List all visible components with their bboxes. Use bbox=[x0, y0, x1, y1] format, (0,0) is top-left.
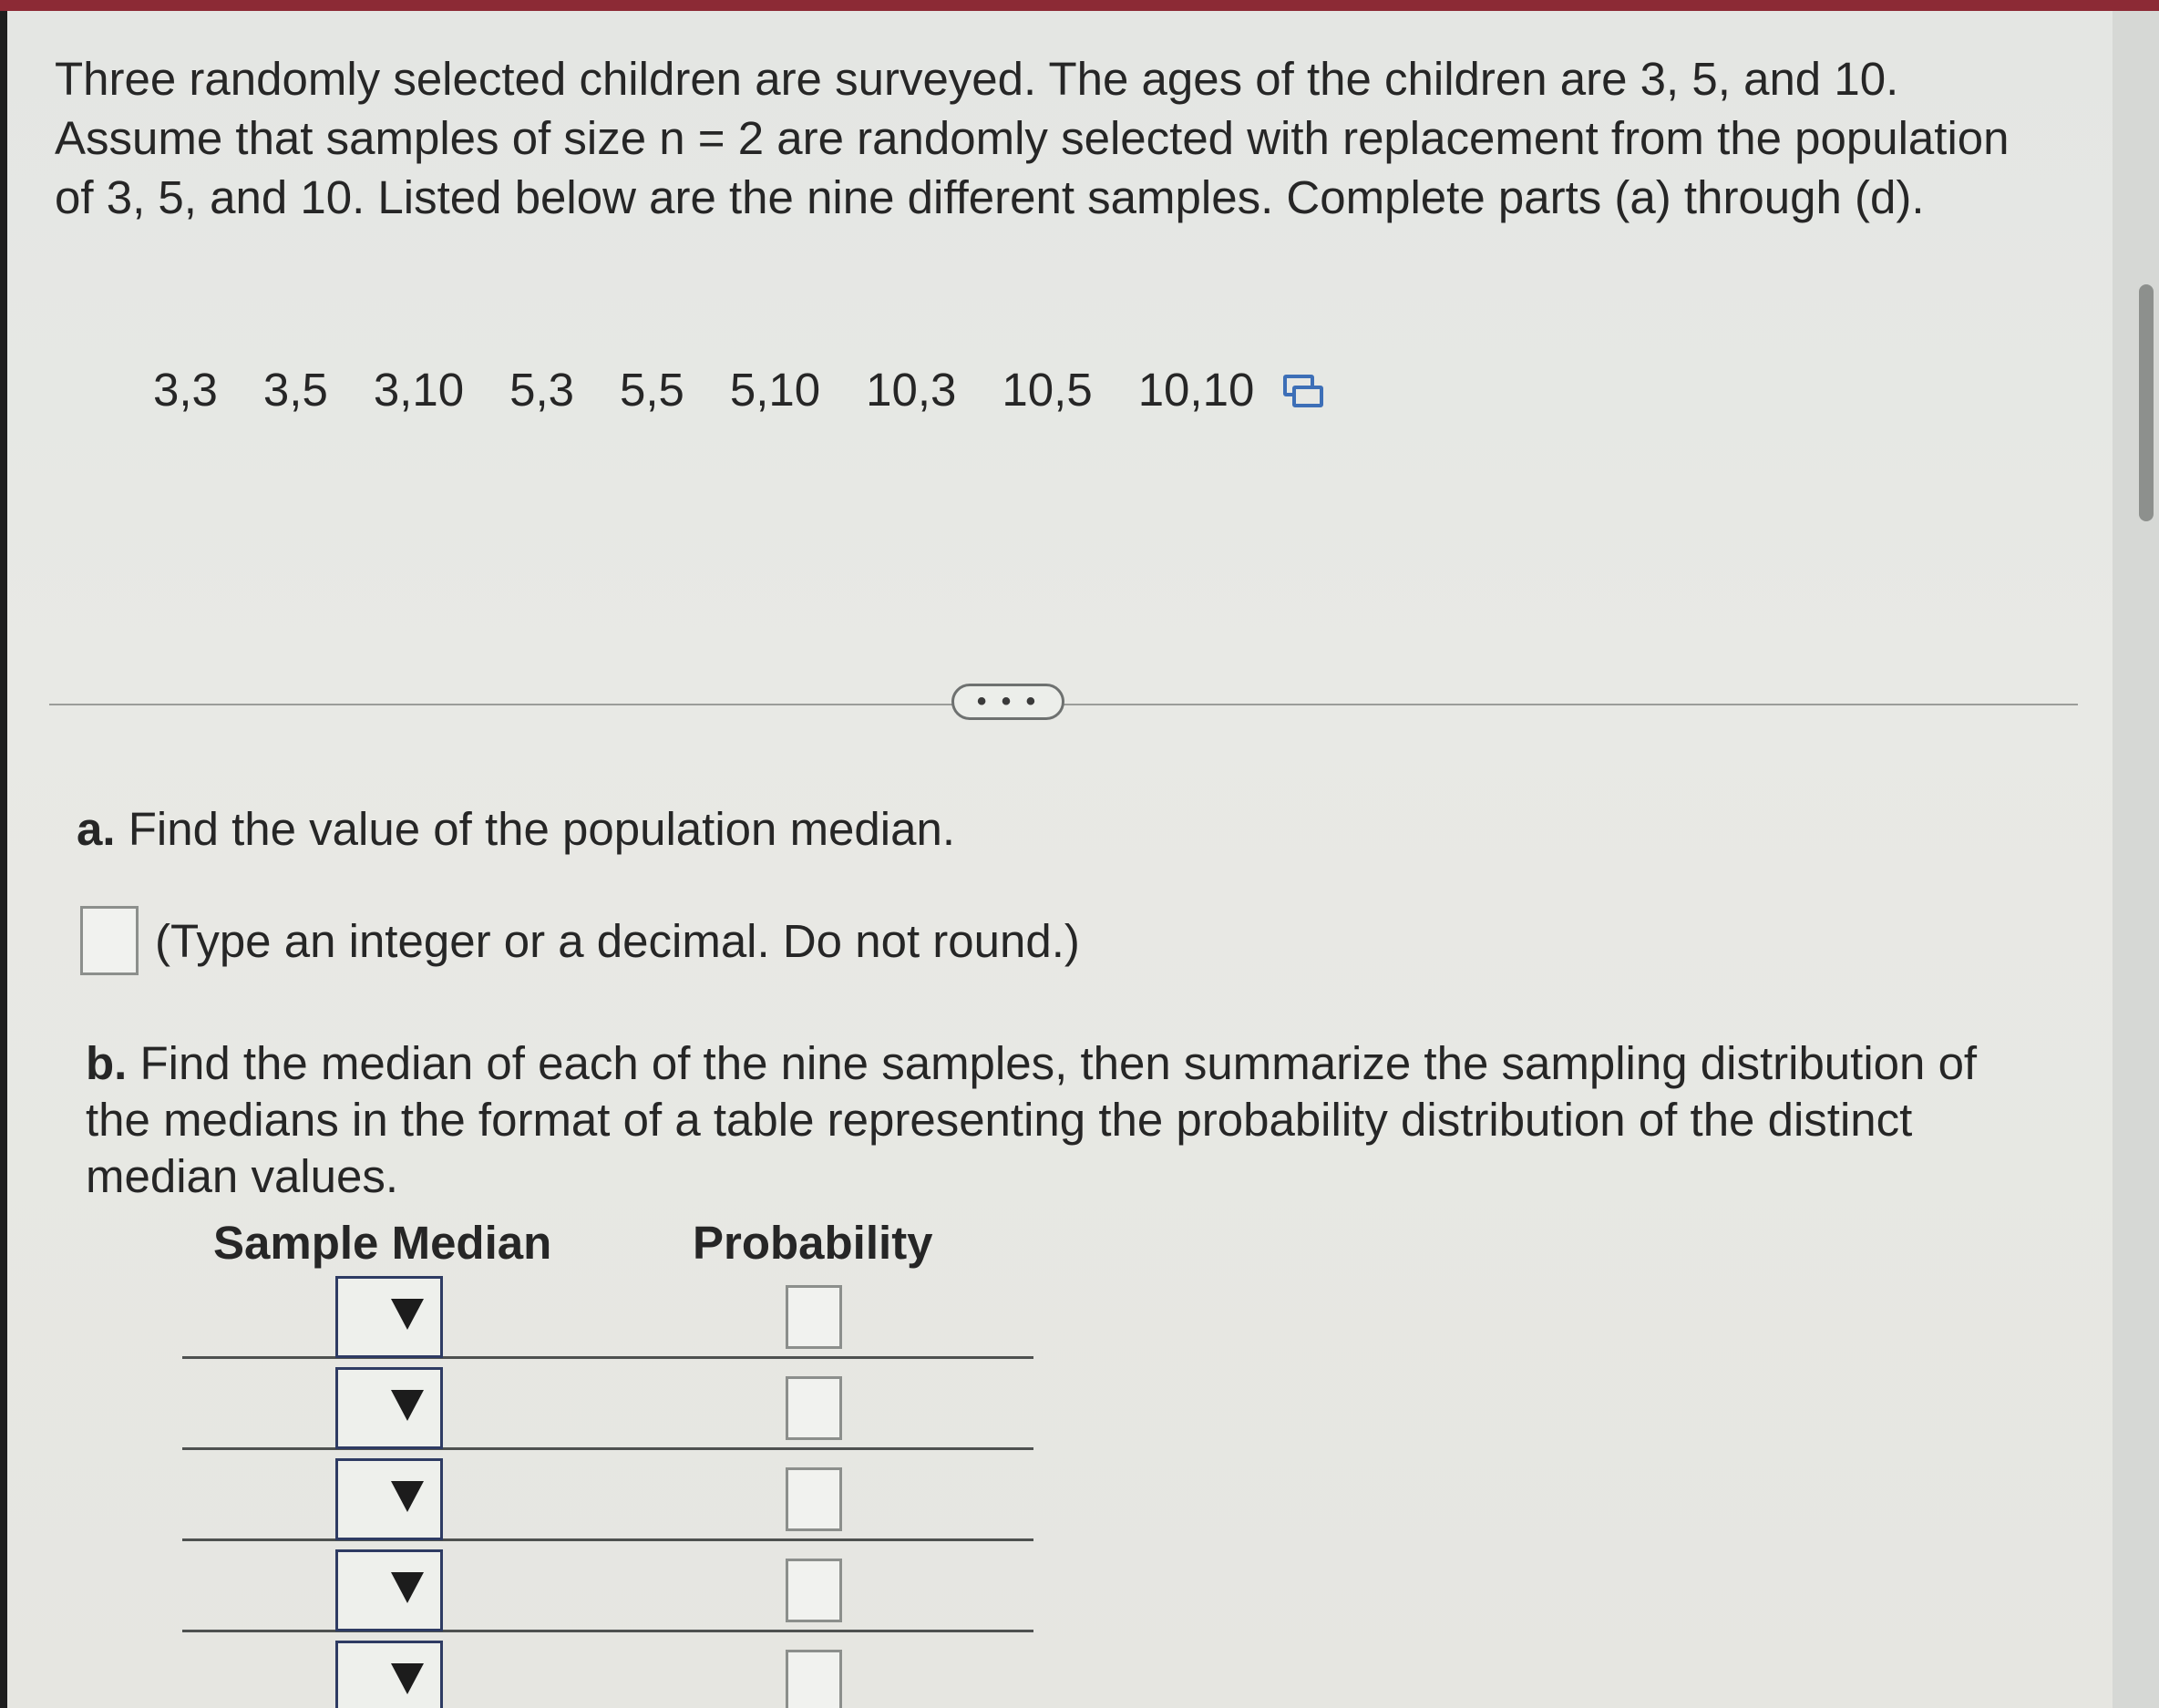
probability-input[interactable] bbox=[786, 1650, 842, 1708]
scrollbar-thumb[interactable] bbox=[2139, 284, 2154, 521]
sample-item: 10,3 bbox=[866, 363, 957, 416]
part-a-prompt bbox=[77, 802, 955, 856]
scrollbar[interactable] bbox=[2113, 11, 2159, 1708]
sample-item: 5,5 bbox=[619, 363, 684, 416]
probability-input[interactable] bbox=[786, 1559, 842, 1622]
sample-item: 3,5 bbox=[262, 363, 328, 416]
probability-header: Probability bbox=[693, 1217, 933, 1269]
sample-median-dropdown[interactable] bbox=[335, 1276, 443, 1358]
probability-input[interactable] bbox=[786, 1285, 842, 1349]
sample-median-dropdown[interactable] bbox=[335, 1367, 443, 1449]
sample-item: 10,10 bbox=[1137, 363, 1255, 416]
sample-item: 3,3 bbox=[153, 363, 218, 416]
sample-median-dropdown[interactable] bbox=[335, 1458, 443, 1540]
part-a-label: a. bbox=[77, 803, 116, 855]
copy-data-icon[interactable] bbox=[1281, 371, 1323, 407]
part-b-prompt bbox=[86, 1035, 2036, 1205]
population-median-input[interactable] bbox=[80, 906, 139, 975]
sample-median-dropdown[interactable] bbox=[335, 1641, 443, 1708]
part-b-text: Find the median of each of the nine samples, then summarize the sampling distribution of the medians in the format of a table representing the probability distribution of the distinct median values. bbox=[86, 1037, 1978, 1202]
dropdown-arrow-icon bbox=[391, 1572, 424, 1603]
dropdown-arrow-icon bbox=[391, 1663, 424, 1694]
table-row bbox=[182, 1265, 1033, 1359]
browser-top-bar bbox=[0, 0, 2159, 11]
part-a-text: Find the value of the population median. bbox=[128, 803, 956, 855]
part-b-label: b. bbox=[86, 1037, 128, 1089]
show-more-button[interactable]: • • • bbox=[951, 684, 1064, 720]
probability-input[interactable] bbox=[786, 1376, 842, 1440]
sample-item: 5,3 bbox=[509, 363, 574, 416]
sample-list bbox=[153, 357, 1323, 421]
sample-item: 10,5 bbox=[1002, 363, 1093, 416]
question-intro: Three randomly selected children are surveyed. The ages of the children are 3, 5, and 10. Assume that samples of size n = 2 are randomly selected with replacement from the population of 3, 5, and 10. Listed below are the nine different samples. Complete parts (a) through (d). bbox=[55, 53, 2010, 223]
table-row bbox=[182, 1630, 1033, 1708]
table-row bbox=[182, 1538, 1033, 1632]
question-page bbox=[7, 11, 2113, 1708]
sample-item: 3,10 bbox=[373, 363, 465, 416]
sample-median-dropdown[interactable] bbox=[335, 1549, 443, 1631]
dropdown-arrow-icon bbox=[391, 1481, 424, 1512]
table-row bbox=[182, 1356, 1033, 1450]
sample-median-header: Sample Median bbox=[213, 1217, 552, 1269]
sample-item: 5,10 bbox=[729, 363, 821, 416]
dropdown-arrow-icon bbox=[391, 1299, 424, 1330]
dropdown-arrow-icon bbox=[391, 1390, 424, 1421]
part-a-answer-row bbox=[80, 906, 1080, 975]
part-a-hint: (Type an integer or a decimal. Do not round.) bbox=[155, 914, 1080, 967]
probability-input[interactable] bbox=[786, 1467, 842, 1531]
table-row bbox=[182, 1447, 1033, 1541]
